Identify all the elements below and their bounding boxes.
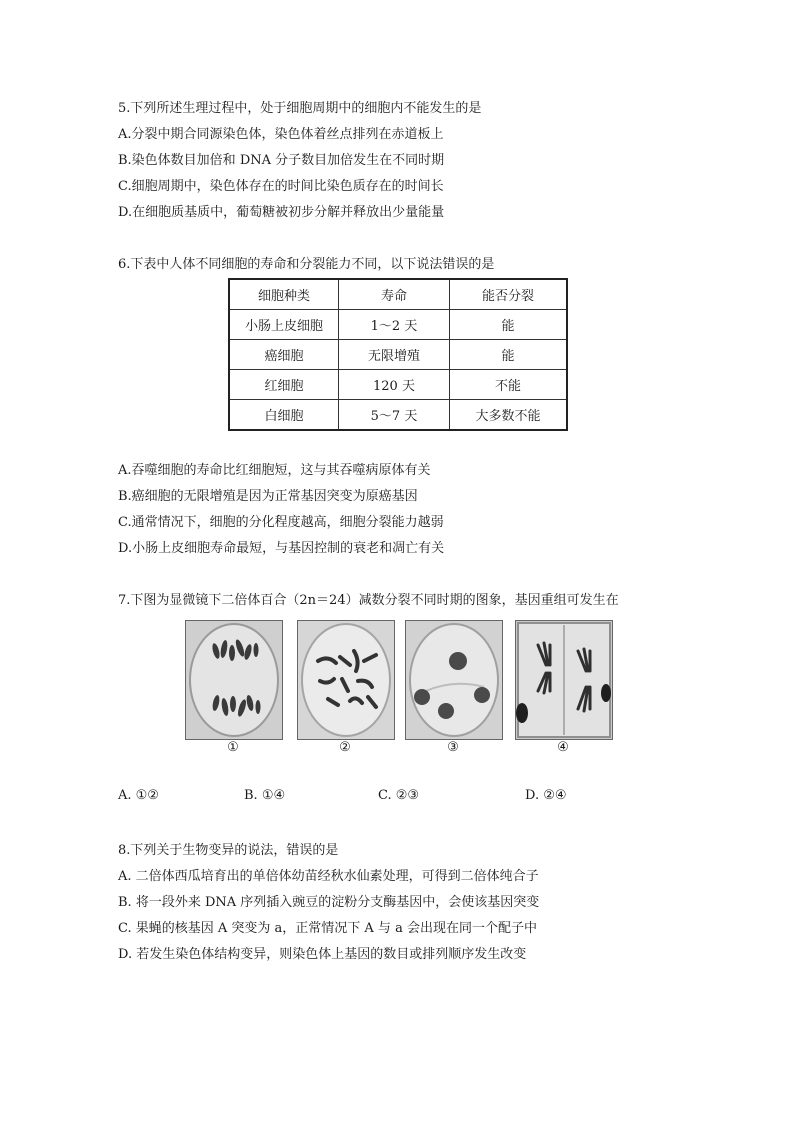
table-row — [229, 310, 567, 340]
table-cell: 5～7 天 — [339, 400, 450, 431]
question-5-option-a: A.分裂中期合同源染色体，染色体着丝点排列在赤道板上 — [118, 127, 444, 142]
table-cell: 白细胞 — [229, 400, 339, 431]
question-7-option-d: D. ②④ — [525, 788, 567, 803]
figure-label-1: ① — [227, 740, 239, 755]
question-8-stem: 8.下列关于生物变异的说法，错误的是 — [118, 843, 339, 858]
question-7-option-b: B. ①④ — [244, 788, 286, 803]
table-cell: 小肠上皮细胞 — [229, 310, 339, 340]
question-7-stem-block — [118, 588, 619, 614]
cell-lifespan-table — [228, 278, 568, 431]
figure-label-2: ② — [339, 740, 351, 755]
question-6-option-a: A.吞噬细胞的寿命比红细胞短，这与其吞噬病原体有关 — [118, 463, 431, 478]
table-header-row — [229, 279, 567, 310]
table-cell: 大多数不能 — [450, 400, 568, 431]
question-5 — [118, 96, 481, 226]
question-6-options — [118, 458, 444, 562]
question-6-option-d: D.小肠上皮细胞寿命最短，与基因控制的衰老和凋亡有关 — [118, 541, 445, 556]
question-5-stem: 5.下列所述生理过程中，处于细胞周期中的细胞内不能发生的是 — [118, 101, 482, 116]
figure-label-4: ④ — [557, 740, 569, 755]
micrograph-4 — [515, 620, 613, 740]
table-cell: 癌细胞 — [229, 340, 339, 370]
table-cell: 120 天 — [339, 370, 450, 400]
table-cell: 1～2 天 — [339, 310, 450, 340]
question-6-option-b: B.癌细胞的无限增殖是因为正常基因突变为原癌基因 — [118, 489, 418, 504]
table-row — [229, 340, 567, 370]
table-cell: 能 — [450, 340, 568, 370]
question-7-option-a: A. ①② — [118, 788, 159, 803]
question-6-stem-block — [118, 252, 494, 278]
question-8-option-c: C. 果蝇的核基因 A 突变为 a，正常情况下 A 与 a 会出现在同一个配子中 — [118, 921, 537, 936]
table-cell: 红细胞 — [229, 370, 339, 400]
question-6-option-c: C.通常情况下，细胞的分化程度越高，细胞分裂能力越弱 — [118, 515, 444, 530]
figure-label-3: ③ — [447, 740, 459, 755]
table-cell: 能 — [450, 310, 568, 340]
table-header-cell: 寿命 — [339, 279, 450, 310]
question-8 — [118, 838, 539, 968]
question-8-option-a: A. 二倍体西瓜培育出的单倍体幼苗经秋水仙素处理，可得到二倍体纯合子 — [118, 869, 539, 884]
question-5-option-d: D.在细胞质基质中，葡萄糖被初步分解并释放出少量能量 — [118, 205, 445, 220]
question-8-option-d: D. 若发生染色体结构变异，则染色体上基因的数目或排列顺序发生改变 — [118, 947, 527, 962]
question-5-option-c: C.细胞周期中，染色体存在的时间比染色质存在的时间长 — [118, 179, 444, 194]
micrograph-3 — [405, 620, 503, 740]
table-row — [229, 400, 567, 431]
table-cell: 不能 — [450, 370, 568, 400]
micrograph-1 — [185, 620, 283, 740]
question-6-stem: 6.下表中人体不同细胞的寿命和分裂能力不同，以下说法错误的是 — [118, 257, 495, 272]
micrograph-2 — [297, 620, 395, 740]
question-7-stem: 7.下图为显微镜下二倍体百合（2n＝24）减数分裂不同时期的图象，基因重组可发生在 — [118, 593, 619, 608]
table-cell: 无限增殖 — [339, 340, 450, 370]
table-row — [229, 370, 567, 400]
question-8-option-b: B. 将一段外来 DNA 序列插入豌豆的淀粉分支酶基因中，会使该基因突变 — [118, 895, 540, 910]
question-7-option-c: C. ②③ — [378, 788, 420, 803]
question-5-option-b: B.染色体数目加倍和 DNA 分子数目加倍发生在不同时期 — [118, 153, 445, 168]
table-header-cell: 能否分裂 — [450, 279, 568, 310]
table-header-cell: 细胞种类 — [229, 279, 339, 310]
